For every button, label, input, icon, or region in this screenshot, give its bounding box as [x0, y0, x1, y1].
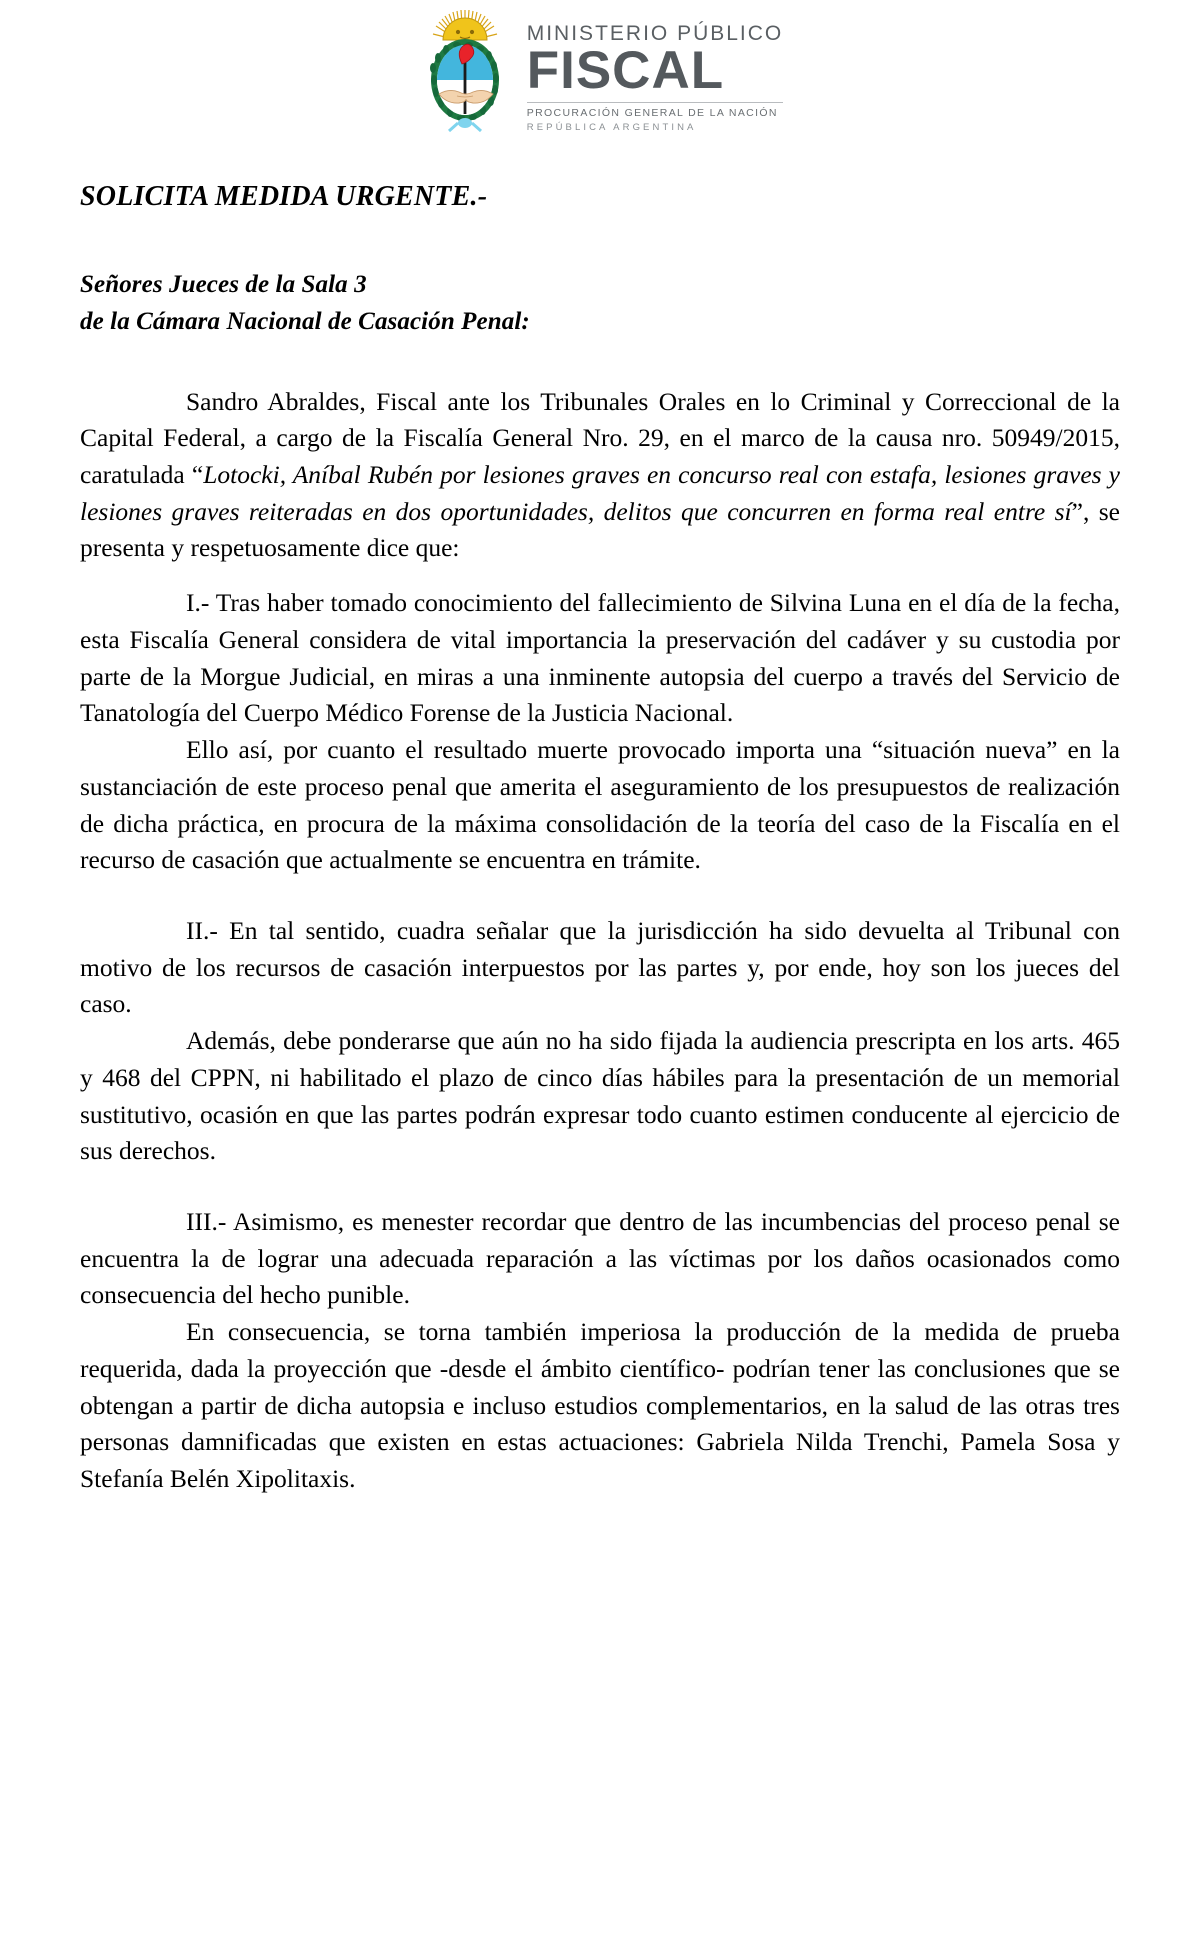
intro-part-2: , se presenta y respetuosamente dice que:: [80, 496, 1120, 563]
section-i-paragraph-1: I.- Tras haber tomado conocimiento del fallecimiento de Silvina Luna en el día de la fecha, esta Fiscalía General considera de vital importancia la preservación del cadáver y su custodia por parte de la Morgue Judicial, en miras a una inminente autopsia del cuerpo a través del Servicio de Tanatología del Cuerpo Médico Forense de la Justicia Nacional.: [80, 588, 1120, 728]
argentine-coat-of-arms-icon: [417, 8, 513, 140]
logo-divider: [527, 102, 784, 103]
logo-republica-argentina: REPÚBLICA ARGENTINA: [526, 122, 697, 134]
logo-fiscal: FISCAL: [526, 41, 725, 101]
logo-procuracion-general: PROCURACIÓN GENERAL DE LA NACIÓN: [526, 107, 778, 120]
letterhead: [0, 0, 1200, 150]
ministerio-publico-fiscal-logo: [417, 8, 784, 140]
quote-open: “: [191, 460, 204, 490]
spacer: [80, 879, 1120, 913]
section-ii-paragraph-1: II.- En tal sentido, cuadra señalar que la jurisdicción ha sido devuelta al Tribunal con motivo de los recursos de casación interpuestos por las partes y, por ende, hoy son los jueces del caso.: [80, 915, 1120, 1019]
addressee-line-2: de la Cámara Nacional de Casación Penal:: [80, 307, 530, 335]
document-heading: SOLICITA MEDIDA URGENTE.-: [80, 181, 488, 212]
caratula-text: Lotocki, Aníbal Rubén por lesiones graves en concurso real con estafa, lesiones graves y lesiones graves reiteradas en dos oportunidades, delitos que concurren en forma real entre sí: [80, 460, 1120, 526]
spacer: [80, 567, 1120, 585]
spacer: [80, 1170, 1120, 1204]
addressee-block: [80, 266, 1120, 340]
logo-wordmark: [527, 13, 784, 135]
section-i-paragraph-2: Ello así, por cuanto el resultado muerte provocado importa una “situación nueva” en la sustanciación de este proceso penal que amerita el aseguramiento de los presupuestos de realización de dicha práctica, en procura de la máxima consolidación de la teoría del caso de la Fiscalía en el recurso de casación que actualmente se encuentra en trámite.: [80, 735, 1120, 875]
document-body: [40, 180, 1160, 1498]
logo-ministerio-publico: MINISTERIO PÚBLICO: [526, 22, 784, 46]
section-ii-paragraph-2: Además, debe ponderarse que aún no ha sido fijada la audiencia prescripta en los arts. 465 y 468 del CPPN, ni habilitado el plazo de cinco días hábiles para la presentación de un memorial sustitutivo, ocasión en que las partes podrán expresar todo cuanto estimen conducente al ejercicio de sus derechos.: [80, 1026, 1120, 1166]
section-iii-paragraph-1: III.- Asimismo, es menester recordar que dentro de las incumbencias del proceso penal se encuentra la de lograr una adecuada reparación a las víctimas por los daños ocasionados como consecuencia del hecho punible.: [80, 1206, 1120, 1310]
quote-close: ”: [1071, 496, 1083, 526]
intro-paragraph: [80, 384, 1120, 568]
section-iii-paragraph-2: En consecuencia, se torna también imperiosa la producción de la medida de prueba requerida, dada la proyección que -desde el ámbito científico- podrían tener las conclusiones que se obtengan a partir de dicha autopsia e incluso estudios complementarios, en la salud de las otras tres personas damnificadas que existen en estas actuaciones: Gabriela Nilda Trenchi, Pamela Sosa y Stefanía Belén Xipolitaxis.: [80, 1317, 1120, 1493]
intro-part-1: Sandro Abraldes, Fiscal ante los Tribunales Orales en lo Criminal y Correccional de la Capital Federal, a cargo de la Fiscalía General Nro. 29, en el marco de la causa nro. 50949/2015, caratulada: [80, 386, 1120, 490]
addressee-line-1: Señores Jueces de la Sala 3: [80, 270, 367, 298]
